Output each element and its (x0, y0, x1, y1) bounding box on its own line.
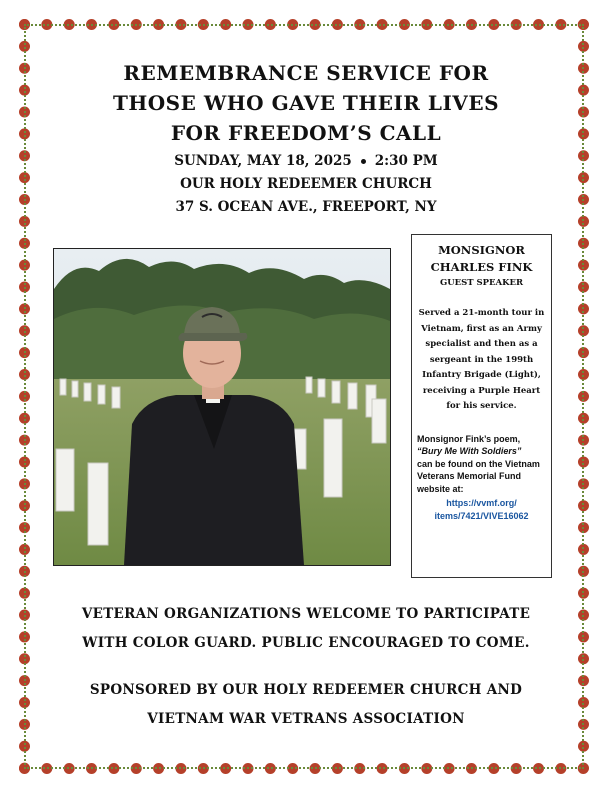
invitation-text (40, 600, 572, 658)
poem-intro: Monsignor Fink’s poem, (417, 433, 521, 444)
speaker-name-line-2: CHARLES FINK (430, 260, 533, 274)
title-line-3: FOR FREEDOM’S CALL (170, 121, 442, 145)
vvmf-link-line-2[interactable]: items/7421/VIVE16062 (434, 510, 529, 521)
event-details (40, 150, 572, 219)
speaker-role: GUEST SPEAKER (439, 278, 524, 288)
sponsor-line-2: VIETNAM WAR VETRANS ASSOCIATION (147, 711, 465, 727)
page-title (40, 58, 572, 148)
sponsor-line-1: SPONSORED BY OUR HOLY REDEEMER CHURCH AND (89, 682, 523, 698)
date-time-line (40, 150, 572, 173)
speaker-bio: Served a 21-month tour in Vietnam, first as an Army specialist and then as a sergeant in the 199th Infantry Brigade (Light), receiving a Purple Heart for his service. (418, 308, 545, 411)
event-time: 2:30 PM (374, 153, 438, 169)
title-line-1: REMEMBRANCE SERVICE FOR (123, 61, 489, 85)
event-venue: OUR HOLY REDEEMER CHURCH (180, 176, 432, 192)
event-address: 37 S. OCEAN AVE., FREEPORT, NY (175, 199, 437, 215)
speaker-name (417, 242, 546, 276)
poem-outro: can be found on the Vietnam Veterans Memorial Fund website at: (417, 458, 540, 494)
poem-title: “Bury Me With Soldiers” (417, 446, 522, 456)
title-line-2: THOSE WHO GAVE THEIR LIVES (112, 91, 500, 115)
poem-note (417, 433, 546, 496)
invitation-line-2: WITH COLOR GUARD. PUBLIC ENCOURAGED TO COME. (82, 635, 530, 651)
event-date: SUNDAY, MAY 18, 2025 (174, 153, 352, 169)
vvmf-link-line-1[interactable]: https://vvmf.org/ (446, 498, 517, 508)
vvmf-link[interactable] (417, 497, 546, 522)
sponsor-text (40, 676, 572, 734)
bullet-icon (361, 159, 366, 164)
speaker-photo (53, 248, 391, 566)
speaker-name-line-1: MONSIGNOR (438, 243, 525, 257)
speaker-sidebar (411, 234, 552, 578)
invitation-line-1: VETERAN ORGANIZATIONS WELCOME TO PARTICIPATE (81, 606, 531, 622)
